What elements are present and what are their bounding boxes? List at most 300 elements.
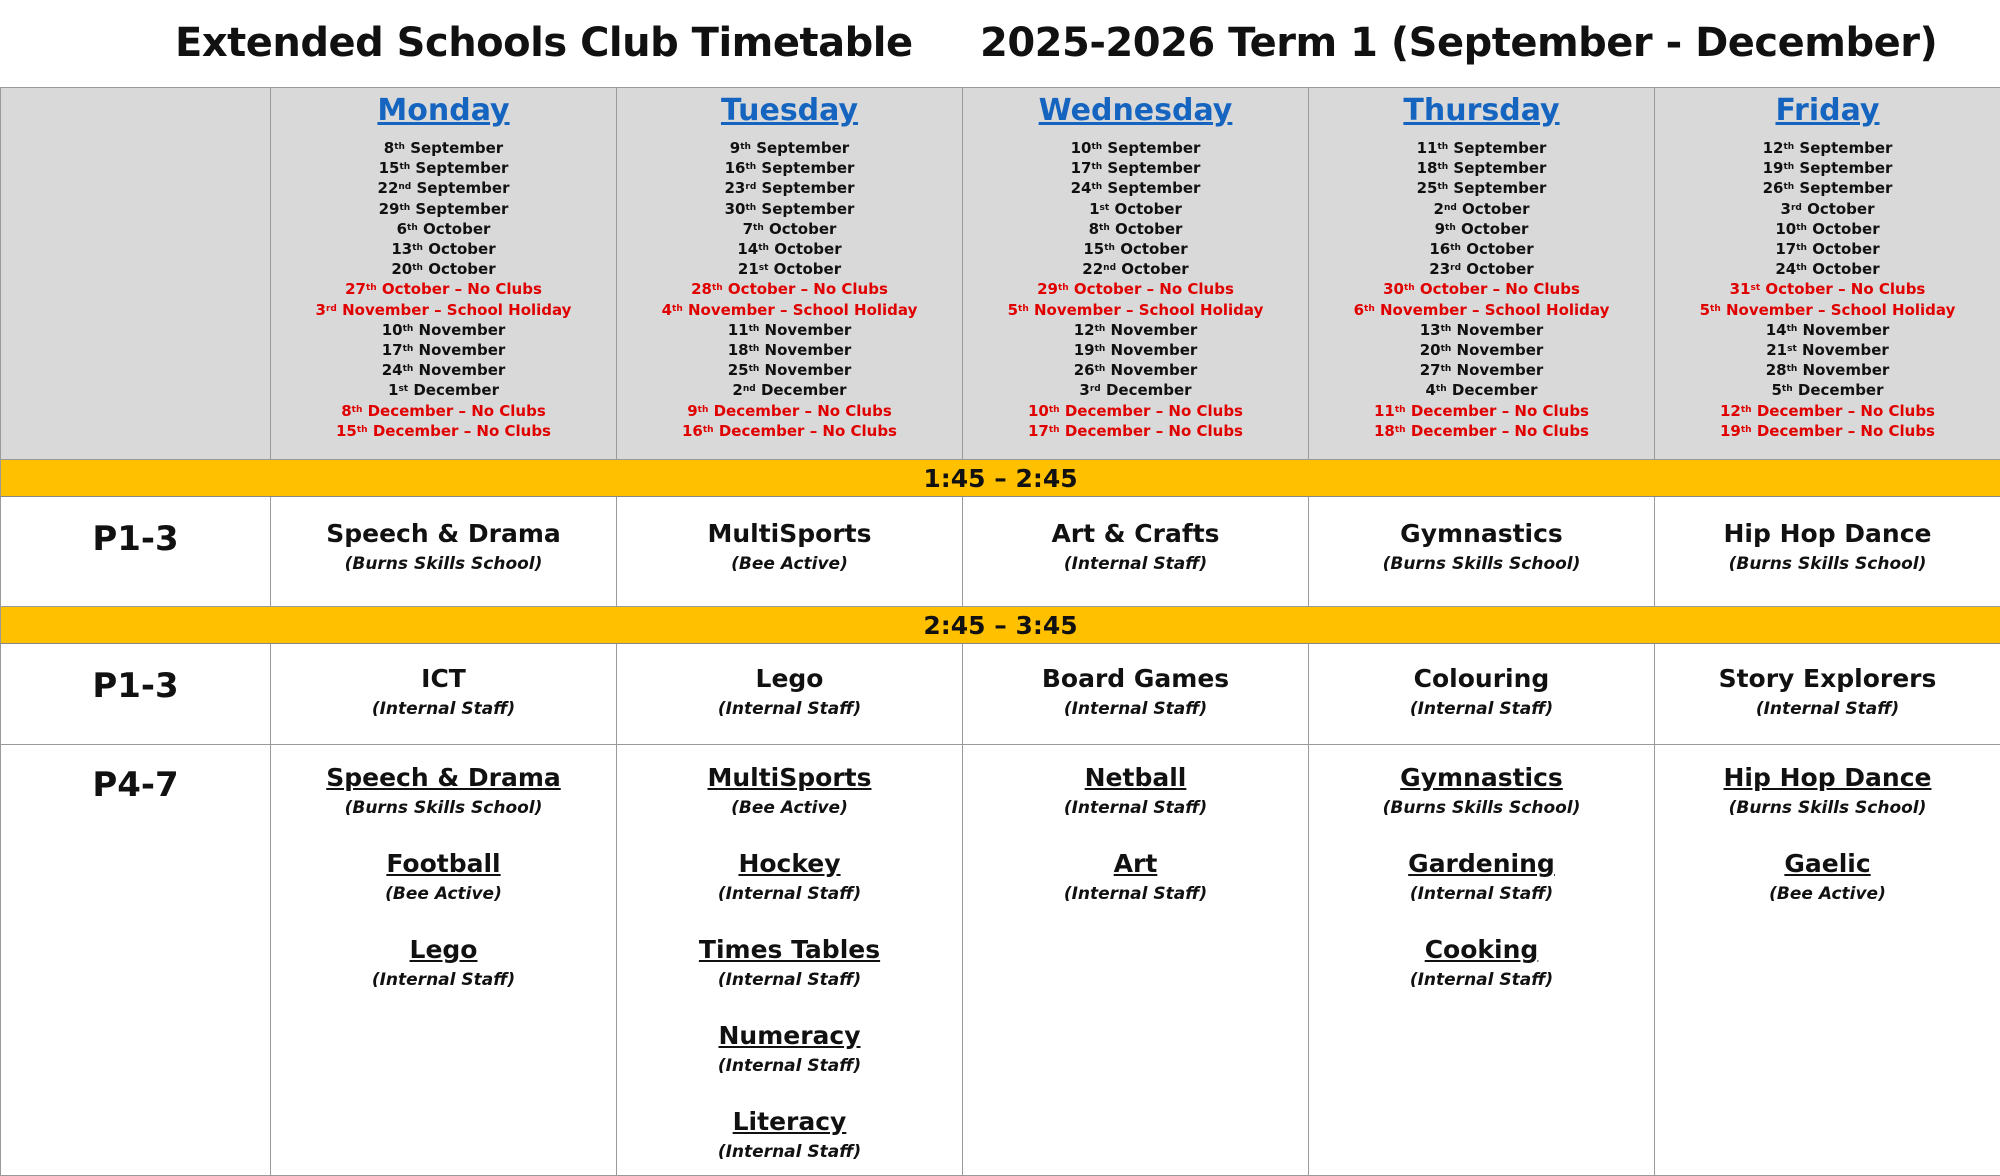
date-day: 31	[1730, 280, 1751, 298]
date-suffix: th	[1095, 344, 1106, 354]
date-item	[617, 259, 962, 279]
date-month: November	[342, 301, 429, 319]
date-day: 19	[1763, 159, 1784, 177]
date-item	[271, 380, 616, 400]
date-suffix: th	[1091, 182, 1102, 192]
date-day: 19	[1074, 341, 1095, 359]
date-note: – No Clubs	[1496, 402, 1589, 420]
date-list	[617, 138, 962, 441]
date-day: 1	[388, 381, 398, 399]
date-day: 14	[737, 240, 758, 258]
page-title: Extended Schools Club Timetable	[175, 20, 913, 66]
date-suffix: th	[1091, 162, 1102, 172]
date-day: 23	[725, 179, 746, 197]
date-day: 12	[1720, 402, 1741, 420]
club-row	[1, 497, 2000, 607]
date-month: November	[1803, 321, 1890, 339]
date-month: November	[765, 341, 852, 359]
year-group-cell	[1, 745, 271, 1176]
date-day: 17	[1071, 159, 1092, 177]
year-group-label: P4-7	[1, 765, 270, 805]
date-suffix: st	[1100, 203, 1110, 213]
date-item	[1309, 178, 1654, 198]
club-cell	[963, 745, 1309, 1176]
date-month: November	[1726, 301, 1813, 319]
date-suffix: th	[1404, 283, 1415, 293]
date-day: 20	[1420, 341, 1441, 359]
date-suffix: th	[1437, 142, 1448, 152]
date-suffix: th	[1787, 364, 1798, 374]
date-month: November	[419, 361, 506, 379]
date-suffix: th	[1437, 162, 1448, 172]
date-note: – No Clubs	[1141, 280, 1234, 298]
date-item	[1655, 138, 2000, 158]
date-day: 29	[1037, 280, 1058, 298]
year-group-label: P1-3	[1, 666, 270, 706]
club-provider: (Internal Staff)	[617, 969, 962, 991]
club-activity	[271, 763, 616, 819]
date-month: December	[1411, 422, 1497, 440]
date-day: 16	[682, 422, 703, 440]
club-name: Story Explorers	[1655, 664, 2000, 694]
date-item	[963, 158, 1308, 178]
date-day: 10	[382, 321, 403, 339]
date-note: – School Holiday	[775, 301, 918, 319]
date-day: 13	[1420, 321, 1441, 339]
date-item	[1655, 199, 2000, 219]
club-cell	[963, 644, 1309, 745]
club-name: Colouring	[1309, 664, 1654, 694]
date-month: October	[1115, 220, 1182, 238]
date-day: 17	[1775, 240, 1796, 258]
date-month: November	[1111, 361, 1198, 379]
date-note: – No Clubs	[453, 402, 546, 420]
date-month: October	[1466, 240, 1533, 258]
date-day: 13	[391, 240, 412, 258]
date-suffix: nd	[1103, 263, 1116, 273]
club-activity	[271, 664, 616, 720]
date-suffix: th	[412, 263, 423, 273]
date-suffix: th	[1091, 142, 1102, 152]
date-month: December	[1798, 381, 1884, 399]
date-month: September	[1799, 139, 1892, 157]
date-day: 23	[1429, 260, 1450, 278]
club-name: Lego	[617, 664, 962, 694]
day-column-wednesday	[963, 88, 1309, 460]
date-suffix: th	[1710, 304, 1721, 314]
date-suffix: th	[1783, 162, 1794, 172]
club-name: Numeracy	[617, 1021, 962, 1051]
time-slot-row	[1, 607, 2000, 644]
club-provider: (Internal Staff)	[963, 698, 1308, 720]
date-suffix: rd	[1791, 203, 1802, 213]
date-list	[271, 138, 616, 441]
date-day: 3	[316, 301, 326, 319]
club-name: Art	[963, 849, 1308, 879]
date-suffix: th	[1787, 324, 1798, 334]
date-day: 24	[1775, 260, 1796, 278]
date-item	[271, 158, 616, 178]
date-item-no-club	[271, 421, 616, 441]
date-day: 19	[1720, 422, 1741, 440]
date-suffix: th	[366, 283, 377, 293]
date-item	[271, 178, 616, 198]
club-provider: (Bee Active)	[271, 883, 616, 905]
date-day: 15	[336, 422, 357, 440]
date-item	[271, 360, 616, 380]
date-item-no-club	[1309, 401, 1654, 421]
date-month: October	[1461, 220, 1528, 238]
date-day: 3	[1079, 381, 1089, 399]
club-name: Lego	[271, 935, 616, 965]
club-cell	[1309, 644, 1655, 745]
date-suffix: th	[1018, 304, 1029, 314]
date-day: 28	[1766, 361, 1787, 379]
day-heading-friday[interactable]: Friday	[1655, 92, 2000, 130]
year-group-cell	[1, 644, 271, 745]
date-list	[1655, 138, 2000, 441]
date-month: September	[762, 179, 855, 197]
date-month: September	[761, 159, 854, 177]
date-item	[617, 199, 962, 219]
date-month: December	[714, 402, 800, 420]
date-suffix: th	[1783, 142, 1794, 152]
day-heading-thursday[interactable]: Thursday	[1309, 92, 1654, 130]
club-provider: (Burns Skills School)	[1309, 797, 1654, 819]
date-day: 11	[1417, 139, 1438, 157]
date-suffix: th	[1058, 283, 1069, 293]
date-item	[271, 239, 616, 259]
date-month: October	[1765, 280, 1832, 298]
date-item	[963, 320, 1308, 340]
club-activity	[1309, 849, 1654, 905]
day-heading-monday[interactable]: Monday	[271, 92, 616, 130]
date-suffix: st	[759, 263, 769, 273]
club-provider: (Internal Staff)	[1309, 969, 1654, 991]
date-day: 22	[1082, 260, 1103, 278]
date-item	[271, 320, 616, 340]
date-item	[963, 219, 1308, 239]
date-note: – No Clubs	[1842, 422, 1935, 440]
club-activity	[1655, 849, 2000, 905]
date-month: September	[1453, 179, 1546, 197]
date-day: 12	[1763, 139, 1784, 157]
date-month: September	[1107, 179, 1200, 197]
club-activity	[1309, 519, 1654, 575]
date-month: September	[761, 200, 854, 218]
date-day: 9	[730, 139, 740, 157]
club-activity	[1309, 763, 1654, 819]
date-month: October	[1807, 200, 1874, 218]
date-suffix: th	[407, 223, 418, 233]
date-item	[271, 259, 616, 279]
date-item-no-club	[1655, 300, 2000, 320]
date-item-no-club	[1309, 421, 1654, 441]
date-month: October	[769, 220, 836, 238]
date-month: November	[1034, 301, 1121, 319]
date-item	[963, 380, 1308, 400]
date-month: November	[765, 321, 852, 339]
date-month: November	[1803, 361, 1890, 379]
club-activity	[271, 935, 616, 991]
date-day: 7	[743, 220, 753, 238]
date-list	[963, 138, 1308, 441]
date-item	[617, 340, 962, 360]
club-activity	[617, 1107, 962, 1163]
date-month: December	[1065, 422, 1151, 440]
club-provider: (Burns Skills School)	[1655, 797, 2000, 819]
club-activity	[963, 664, 1308, 720]
date-item	[1655, 178, 2000, 198]
club-cell	[271, 497, 617, 607]
date-month: October	[382, 280, 449, 298]
date-suffix: th	[1436, 384, 1447, 394]
club-activity	[271, 519, 616, 575]
date-item-no-club	[271, 279, 616, 299]
club-activity	[1655, 664, 2000, 720]
date-day: 28	[691, 280, 712, 298]
club-provider: (Internal Staff)	[617, 883, 962, 905]
club-cell	[1655, 745, 2000, 1176]
club-name: Speech & Drama	[271, 519, 616, 549]
date-suffix: th	[1441, 364, 1452, 374]
date-note: – No Clubs	[1496, 422, 1589, 440]
date-suffix: nd	[743, 384, 756, 394]
date-suffix: nd	[1444, 203, 1457, 213]
date-day: 20	[391, 260, 412, 278]
date-suffix: th	[672, 304, 683, 314]
date-suffix: th	[357, 425, 368, 435]
date-suffix: th	[1441, 344, 1452, 354]
date-day: 4	[1425, 381, 1435, 399]
club-activity	[1655, 763, 2000, 819]
date-note: – School Holiday	[1121, 301, 1264, 319]
date-month: September	[1453, 159, 1546, 177]
club-provider: (Internal Staff)	[271, 698, 616, 720]
date-item-no-club	[271, 300, 616, 320]
date-day: 17	[382, 341, 403, 359]
date-suffix: th	[753, 223, 764, 233]
date-month: December	[1411, 402, 1497, 420]
club-row	[1, 644, 2000, 745]
date-suffix: th	[394, 142, 405, 152]
date-suffix: rd	[1450, 263, 1461, 273]
date-month: December	[761, 381, 847, 399]
date-day: 25	[728, 361, 749, 379]
day-heading-tuesday[interactable]: Tuesday	[617, 92, 962, 130]
day-heading-wednesday[interactable]: Wednesday	[963, 92, 1308, 130]
date-month: December	[1065, 402, 1151, 420]
date-note: – No Clubs	[449, 280, 542, 298]
date-day: 5	[1700, 301, 1710, 319]
date-day: 8	[384, 139, 394, 157]
date-suffix: nd	[398, 182, 411, 192]
club-name: Gardening	[1309, 849, 1654, 879]
club-provider: (Internal Staff)	[1309, 883, 1654, 905]
date-day: 10	[1071, 139, 1092, 157]
year-group-cell	[1, 497, 271, 607]
date-month: October	[774, 240, 841, 258]
date-suffix: th	[1741, 425, 1752, 435]
club-name: Times Tables	[617, 935, 962, 965]
date-day: 3	[1781, 200, 1791, 218]
club-cell	[617, 644, 963, 745]
club-name: ICT	[271, 664, 616, 694]
club-provider: (Internal Staff)	[1655, 698, 2000, 720]
date-item	[1655, 360, 2000, 380]
date-day: 18	[1374, 422, 1395, 440]
date-item	[963, 239, 1308, 259]
date-month: October	[1120, 240, 1187, 258]
club-provider: (Burns Skills School)	[271, 553, 616, 575]
club-provider: (Internal Staff)	[617, 698, 962, 720]
date-item	[617, 158, 962, 178]
date-day: 25	[1417, 179, 1438, 197]
date-day: 24	[382, 361, 403, 379]
date-day: 8	[1089, 220, 1099, 238]
date-month: September	[415, 200, 508, 218]
date-note: – No Clubs	[1833, 280, 1926, 298]
date-item	[1655, 259, 2000, 279]
club-provider: (Burns Skills School)	[1309, 553, 1654, 575]
date-item-no-club	[1655, 279, 2000, 299]
date-suffix: th	[1395, 405, 1406, 415]
date-item	[1309, 158, 1654, 178]
date-suffix: th	[712, 283, 723, 293]
date-item	[617, 239, 962, 259]
date-note: – No Clubs	[458, 422, 551, 440]
club-activity	[1309, 664, 1654, 720]
date-month: September	[1107, 139, 1200, 157]
date-suffix: th	[698, 405, 709, 415]
day-column-thursday	[1309, 88, 1655, 460]
date-note: – No Clubs	[1150, 402, 1243, 420]
date-item	[1655, 219, 2000, 239]
date-item	[617, 320, 962, 340]
date-item-no-club	[617, 401, 962, 421]
club-name: Hockey	[617, 849, 962, 879]
club-cell	[1655, 497, 2000, 607]
date-day: 29	[379, 200, 400, 218]
date-month: October	[1074, 280, 1141, 298]
date-item	[1655, 340, 2000, 360]
date-item-no-club	[963, 401, 1308, 421]
date-suffix: th	[1445, 223, 1456, 233]
date-suffix: th	[745, 162, 756, 172]
club-cell	[617, 497, 963, 607]
date-suffix: th	[352, 405, 363, 415]
date-day: 2	[1434, 200, 1444, 218]
club-name: Hip Hop Dance	[1655, 519, 2000, 549]
date-note: – No Clubs	[1842, 402, 1935, 420]
date-suffix: st	[1751, 283, 1761, 293]
date-suffix: th	[1782, 384, 1793, 394]
date-day: 8	[341, 402, 351, 420]
date-suffix: rd	[745, 182, 756, 192]
club-provider: (Internal Staff)	[271, 969, 616, 991]
date-suffix: st	[1787, 344, 1797, 354]
club-activity	[617, 849, 962, 905]
date-month: September	[410, 139, 503, 157]
date-suffix: th	[1741, 405, 1752, 415]
date-suffix: th	[1095, 324, 1106, 334]
club-name: Art & Crafts	[963, 519, 1308, 549]
club-cell	[271, 745, 617, 1176]
club-provider: (Burns Skills School)	[271, 797, 616, 819]
date-item-no-club	[1309, 279, 1654, 299]
date-note: – No Clubs	[804, 422, 897, 440]
date-item	[1309, 380, 1654, 400]
date-month: September	[756, 139, 849, 157]
date-month: December	[413, 381, 499, 399]
date-month: December	[1757, 422, 1843, 440]
date-day: 30	[725, 200, 746, 218]
date-item-no-club	[1655, 421, 2000, 441]
club-name: Gymnastics	[1309, 763, 1654, 793]
date-day: 10	[1028, 402, 1049, 420]
date-month: October	[428, 260, 495, 278]
date-day: 6	[397, 220, 407, 238]
date-item-no-club	[617, 300, 962, 320]
club-activity	[1309, 935, 1654, 991]
date-day: 10	[1775, 220, 1796, 238]
date-item	[271, 340, 616, 360]
date-item	[617, 219, 962, 239]
date-suffix: th	[1441, 324, 1452, 334]
date-month: October	[728, 280, 795, 298]
date-suffix: th	[1796, 243, 1807, 253]
date-day: 16	[725, 159, 746, 177]
date-day: 21	[1766, 341, 1787, 359]
date-month: September	[1107, 159, 1200, 177]
date-item	[1309, 239, 1654, 259]
date-suffix: th	[758, 243, 769, 253]
date-month: October	[774, 260, 841, 278]
club-name: Netball	[963, 763, 1308, 793]
date-month: September	[415, 159, 508, 177]
day-column-friday	[1655, 88, 2000, 460]
club-activity	[1655, 519, 2000, 575]
date-day: 18	[1417, 159, 1438, 177]
date-month: November	[765, 361, 852, 379]
date-item	[1309, 360, 1654, 380]
date-month: September	[1799, 159, 1892, 177]
date-item	[271, 219, 616, 239]
date-item-no-club	[617, 421, 962, 441]
date-item-no-club	[271, 401, 616, 421]
date-day: 1	[1089, 200, 1099, 218]
date-suffix: th	[1049, 405, 1060, 415]
club-activity	[963, 519, 1308, 575]
date-month: November	[419, 341, 506, 359]
club-activity	[617, 935, 962, 991]
date-day: 4	[662, 301, 672, 319]
club-name: Literacy	[617, 1107, 962, 1137]
date-suffix: th	[703, 425, 714, 435]
club-name: Speech & Drama	[271, 763, 616, 793]
date-item	[963, 138, 1308, 158]
club-provider: (Internal Staff)	[963, 553, 1308, 575]
club-name: Football	[271, 849, 616, 879]
date-item	[617, 178, 962, 198]
date-month: October	[1462, 200, 1529, 218]
date-day: 9	[687, 402, 697, 420]
date-item	[1309, 320, 1654, 340]
club-cell	[271, 644, 617, 745]
title-bar	[0, 0, 2000, 88]
date-day: 21	[738, 260, 759, 278]
date-month: November	[1380, 301, 1467, 319]
